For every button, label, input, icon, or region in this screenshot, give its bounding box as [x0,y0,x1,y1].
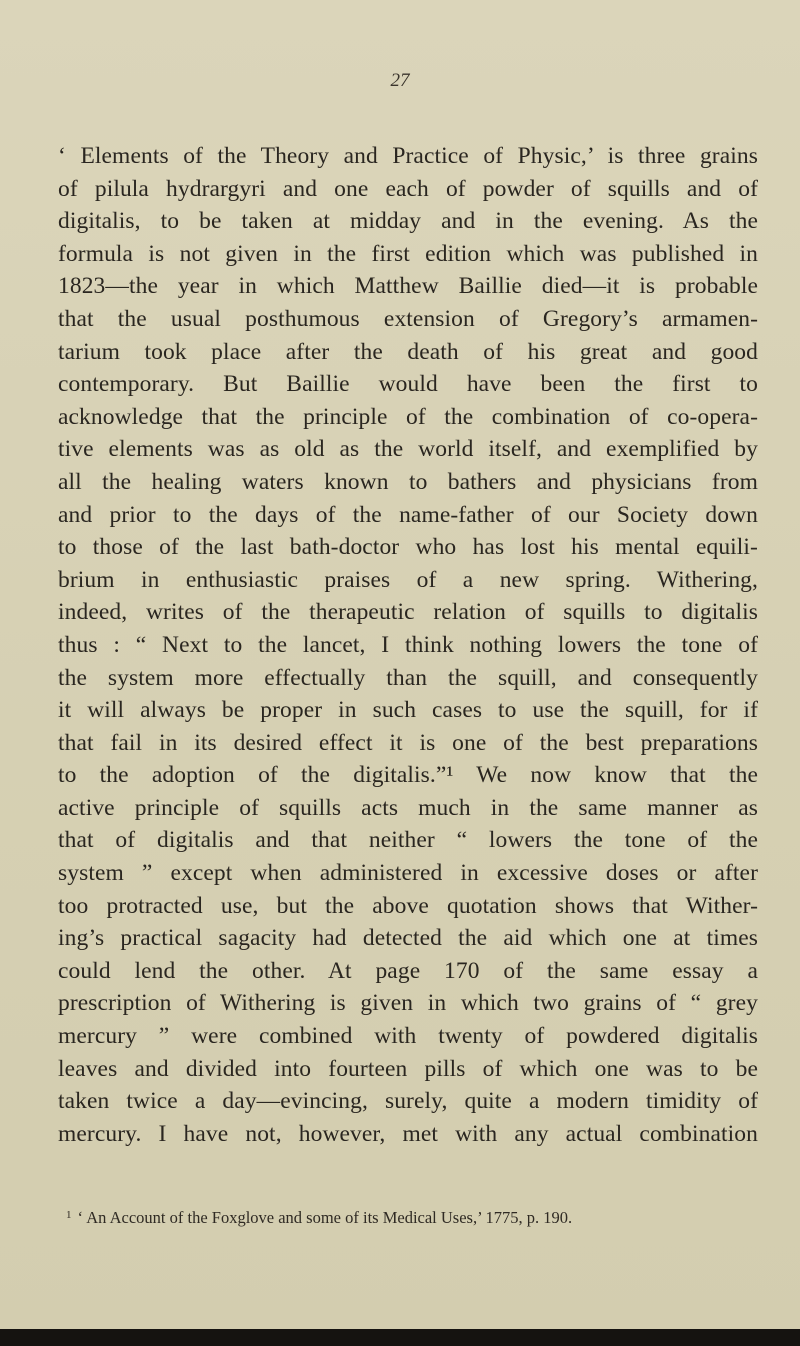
text-line: to the adoption of the digitalis.”¹ We now know that the [58,762,758,789]
text-line: tarium took place after the death of his great and good [58,338,758,365]
scan-edge-bar [0,1329,800,1346]
text-line: could lend the other. At page 170 of the same essay a [58,957,758,984]
text-line: brium in enthusiastic praises of a new spring. Withering, [58,566,758,593]
text-line: the system more effectually than the squill, and consequently [58,664,758,691]
body-text [58,140,758,1150]
text-line: that the usual posthumous extension of Gregory’s armamen- [58,305,758,332]
footnote [66,1204,756,1229]
text-line: ‘ Elements of the Theory and Practice of Physic,’ is three grains [58,143,758,169]
text-line: too protracted use, but the above quotation shows that Wither- [58,892,758,919]
text-line: mercury ” were combined with twenty of powdered digitalis [58,1023,758,1050]
text-line: leaves and divided into fourteen pills of which one was to be [58,1055,758,1082]
text-line: and prior to the days of the name-father of our Society down [58,501,758,528]
text-line: mercury. I have not, however, met with any actual combination [58,1120,758,1147]
text-line: of pilula hydrargyri and one each of powder of squills and of [58,175,758,202]
text-line: prescription of Withering is given in which two grains of “ grey [58,990,758,1017]
text-line: it will always be proper in such cases to use the squill, for if [58,697,758,724]
text-line: tive elements was as old as the world itself, and exemplified by [58,436,758,463]
text-line: ing’s practical sagacity had detected the aid which one at times [58,925,758,952]
footnote-marker: 1 [66,1209,72,1221]
text-line: that of digitalis and that neither “ lowers the tone of the [58,827,758,854]
text-line: to those of the last bath-doctor who has lost his mental equili- [58,534,758,561]
text-line: digitalis, to be taken at midday and in the evening. As the [58,208,758,235]
page-number: 27 [390,70,410,91]
text-line: contemporary. But Baillie would have been the first to [58,371,758,398]
text-line: all the healing waters known to bathers and physicians from [58,468,758,495]
text-line: that fail in its desired effect it is one of the best preparations [58,729,758,756]
text-line: taken twice a day—evincing, surely, quite a modern timidity of [58,1088,758,1115]
text-line: system ” except when administered in excessive doses or after [58,860,758,887]
text-line: acknowledge that the principle of the combination of co-opera- [58,403,758,430]
footnote-text: ‘ An Account of the Foxglove and some of its Medical Uses,’ 1775, p. 190. [77,1208,573,1227]
text-line: thus : “ Next to the lancet, I think nothing lowers the tone of [58,631,758,658]
text-line: indeed, writes of the therapeutic relation of squills to digitalis [58,599,758,626]
text-line: 1823—the year in which Matthew Baillie died—it is probable [58,273,758,300]
text-line: formula is not given in the first edition which was published in [58,240,758,267]
text-line: active principle of squills acts much in the same manner as [58,794,758,821]
